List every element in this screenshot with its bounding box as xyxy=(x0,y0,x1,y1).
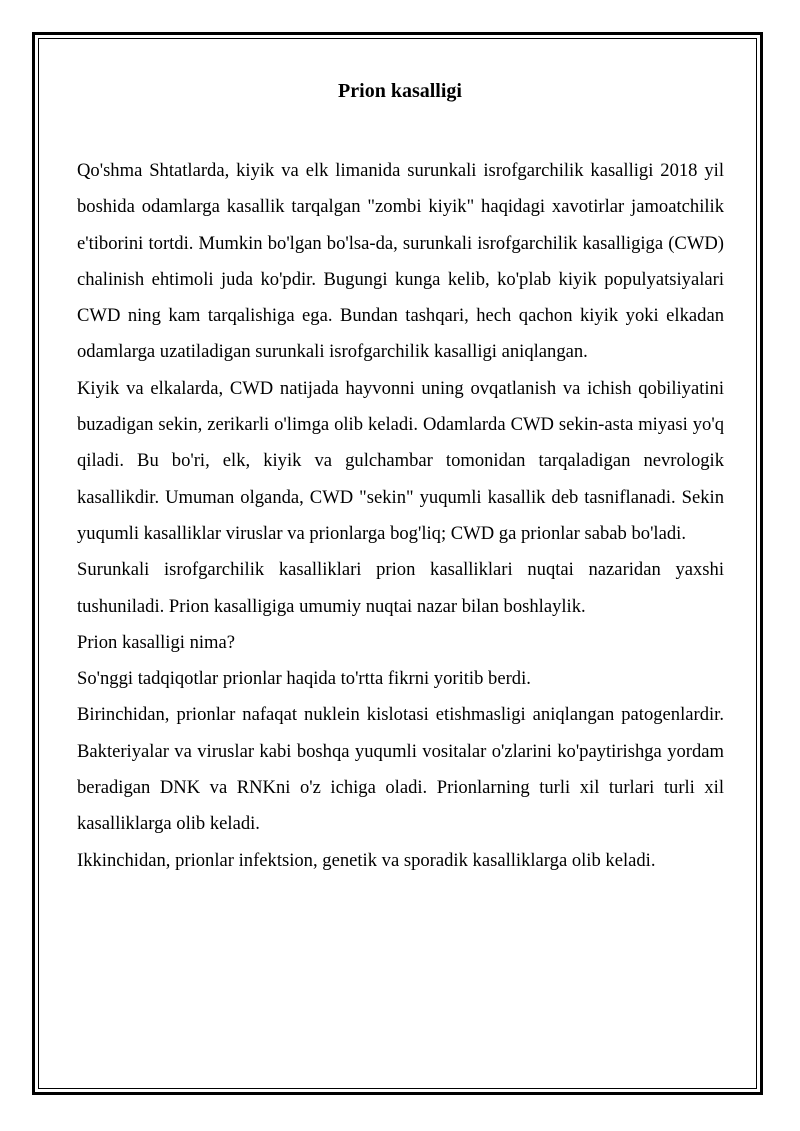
paragraph-1: Qo'shma Shtatlarda, kiyik va elk limanida surunkali isrofgarchilik kasalligi 2018 yil boshida odamlarga kasallik tarqalgan "zombi kiyik" haqidagi xavotirlar jamoatchilik e'tiborini tortdi. Mumkin bo'lgan bo'lsa-da, surunkali isrofgarchilik kasalligiga (CWD) chalinish ehtimoli juda ko'pdir. Bugungi kunga kelib, ko'plab kiyik populyatsiyalari CWD ning kam tarqalishiga ega. Bundan tashqari, hech qachon kiyik yoki elkadan odamlarga uzatiladigan surunkali isrofgarchilik kasalligi aniqlangan. xyxy=(77,160,724,363)
document-title: Prion kasalligi xyxy=(338,80,462,102)
document-body xyxy=(77,153,724,879)
paragraph-3: Surunkali isrofgarchilik kasalliklari prion kasalliklari nuqtai nazaridan yaxshi tushuniladi. Prion kasalligiga umumiy nuqtai nazar bilan boshlaylik. xyxy=(77,559,724,617)
paragraph-4: So'nggi tadqiqotlar prionlar haqida to'rtta fikrni yoritib berdi. xyxy=(77,668,531,690)
section-question: Prion kasalligi nima? xyxy=(77,631,236,653)
paragraph-6: Ikkinchidan, prionlar infektsion, genetik va sporadik kasalliklarga olib keladi. xyxy=(77,849,656,871)
paragraph-5: Birinchidan, prionlar nafaqat nuklein kislotasi etishmasligi aniqlangan patogenlardir. Bakteriyalar va viruslar kabi boshqa yuqumli vositalar o'zlarini ko'paytirishga yordam beradigan DNK va RNKni o'z ichiga oladi. Prionlarning turli xil turlari turli xil kasalliklarga olib keladi. xyxy=(77,704,724,835)
paragraph-2: Kiyik va elkalarda, CWD natijada hayvonni uning ovqatlanish va ichish qobiliyatini buzadigan sekin, zerikarli o'limga olib keladi. Odamlarda CWD sekin-asta miyasi yo'q qiladi. Bu bo'ri, elk, kiyik va gulchambar tomonidan tarqaladigan nevrologik kasallikdir. Umuman olganda, CWD "sekin" yuqumli kasallik deb tasniflanadi. Sekin yuqumli kasalliklar viruslar va prionlarga bog'liq; CWD ga prionlar sabab bo'ladi. xyxy=(77,377,724,544)
